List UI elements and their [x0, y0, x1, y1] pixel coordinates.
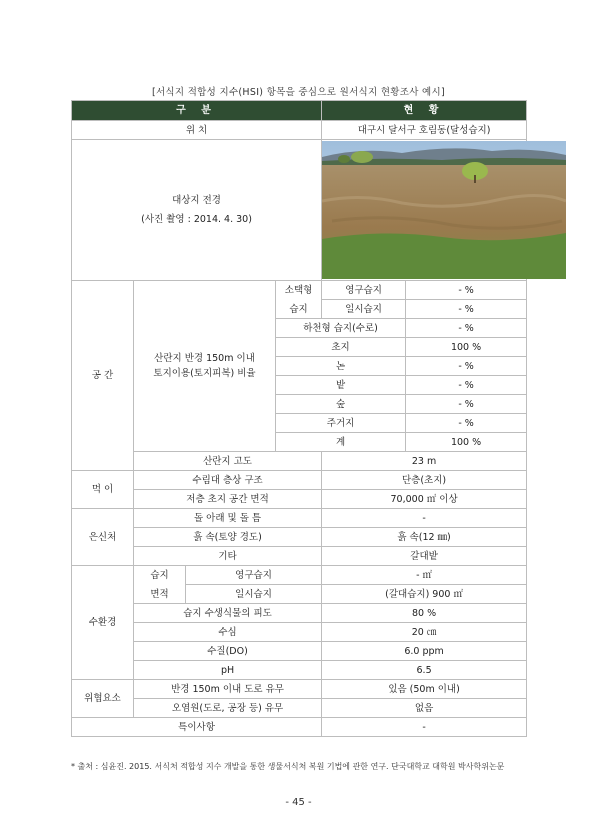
water-category: 수환경	[72, 566, 134, 680]
marsh-wetland-group	[276, 281, 322, 319]
shelter-row-label: 돌 아래 및 돌 틈	[134, 509, 322, 528]
threat-row-value: 있음 (50m 이내)	[322, 680, 527, 699]
header-status: 현 황	[322, 101, 527, 121]
space-category: 공 간	[72, 281, 134, 471]
landscape-photo	[322, 141, 566, 279]
source-footnote: * 출처 : 심윤진. 2015. 서식처 적합성 지수 개발을 통한 생물서식처 복원 기법에 관한 연구. 단국대학교 대학원 박사학위논문	[71, 762, 505, 771]
threat-row-label: 반경 150m 이내 도로 유무	[134, 680, 322, 699]
habitat-survey-table	[71, 100, 527, 737]
wetland-row-value: (갈대습지) 900 ㎡	[322, 585, 527, 604]
space-row-label: 밭	[276, 376, 406, 395]
space-row-value: - %	[406, 395, 527, 414]
table-row	[72, 471, 527, 490]
table-row	[72, 680, 527, 699]
water-row-label: 수질(DO)	[134, 642, 322, 661]
page-number: - 45 -	[285, 797, 312, 808]
table-row	[72, 566, 527, 585]
altitude-label: 산란지 고도	[134, 452, 322, 471]
water-row-value: 6.5	[322, 661, 527, 680]
photo-date: (사진 촬영 : 2014. 4. 30)	[141, 214, 252, 225]
space-row-value: 100 %	[406, 338, 527, 357]
space-row-label: 숲	[276, 395, 406, 414]
shelter-category: 은신처	[72, 509, 134, 566]
space-row-value: - %	[406, 281, 527, 300]
water-row-label: pH	[134, 661, 322, 680]
space-row-label: 하천형 습지(수로)	[276, 319, 406, 338]
space-criterion-line1: 산란지 반경 150m 이내	[154, 353, 255, 364]
table-row	[72, 281, 527, 300]
water-row-value: 80 %	[322, 604, 527, 623]
wetland-area-group	[134, 566, 186, 604]
site-view-label	[72, 140, 322, 281]
shelter-row-label: 기타	[134, 547, 322, 566]
threat-row-label: 오염원(도로, 공장 등) 유무	[134, 699, 322, 718]
shelter-row-value: 갈대밭	[322, 547, 527, 566]
table-row	[72, 547, 527, 566]
threat-row-value: 없음	[322, 699, 527, 718]
table-row	[72, 490, 527, 509]
table-row	[72, 452, 527, 471]
water-row-label: 습지 수생식물의 피도	[134, 604, 322, 623]
space-row-label: 주거지	[276, 414, 406, 433]
food-row-label: 저층 초지 공간 면적	[134, 490, 322, 509]
space-row-value: - %	[406, 376, 527, 395]
shelter-row-value: 흙 속(12 ㎜)	[322, 528, 527, 547]
table-row	[72, 604, 527, 623]
table-caption: [서식지 적합성 지수(HSI) 항목을 중심으로 원서식지 현황조사 예시]	[151, 87, 446, 98]
altitude-value: 23 m	[322, 452, 527, 471]
food-row-label: 수림대 층상 구조	[134, 471, 322, 490]
space-row-value: - %	[406, 357, 527, 376]
space-row-value: - %	[406, 300, 527, 319]
food-category: 먹 이	[72, 471, 134, 509]
table-row	[72, 699, 527, 718]
space-row-value: 100 %	[406, 433, 527, 452]
space-criterion	[134, 281, 276, 452]
header-category: 구 분	[72, 101, 322, 121]
space-row-label: 일시습지	[322, 300, 406, 319]
wetland-row-label: 일시습지	[186, 585, 322, 604]
table-row	[72, 642, 527, 661]
water-row-value: 6.0 ppm	[322, 642, 527, 661]
shelter-row-value: -	[322, 509, 527, 528]
marsh-group-line2: 습지	[289, 303, 308, 315]
space-row-value: - %	[406, 414, 527, 433]
location-value: 대구시 달서구 호림동(달성습지)	[322, 121, 527, 140]
table-row	[72, 661, 527, 680]
special-notes-label: 특이사항	[72, 718, 322, 737]
space-row-label: 논	[276, 357, 406, 376]
table-row	[72, 121, 527, 140]
wetland-group-line1: 습지	[150, 569, 169, 581]
wetland-row-label: 영구습지	[186, 566, 322, 585]
threat-category: 위협요소	[72, 680, 134, 718]
water-row-label: 수심	[134, 623, 322, 642]
table-row	[72, 718, 527, 737]
food-row-value: 70,000 ㎡ 이상	[322, 490, 527, 509]
table-header-row	[72, 101, 527, 121]
shelter-row-label: 흙 속(토양 경도)	[134, 528, 322, 547]
site-view-title: 대상지 전경	[172, 195, 221, 206]
space-row-label: 초지	[276, 338, 406, 357]
special-notes-value: -	[322, 718, 527, 737]
water-row-value: 20 ㎝	[322, 623, 527, 642]
food-row-value: 단층(초지)	[322, 471, 527, 490]
space-row-label: 계	[276, 433, 406, 452]
space-row-value: - %	[406, 319, 527, 338]
table-row	[72, 528, 527, 547]
table-row	[72, 140, 527, 281]
site-photo-cell	[322, 140, 527, 281]
wetland-group-line2: 면적	[150, 588, 169, 600]
wetland-row-value: - ㎡	[322, 566, 527, 585]
table-row	[72, 623, 527, 642]
space-row-label: 영구습지	[322, 281, 406, 300]
marsh-group-line1: 소택형	[284, 284, 313, 296]
table-row	[72, 509, 527, 528]
location-label: 위 치	[72, 121, 322, 140]
space-criterion-line2: 토지이용(토지피복) 비율	[153, 368, 256, 379]
